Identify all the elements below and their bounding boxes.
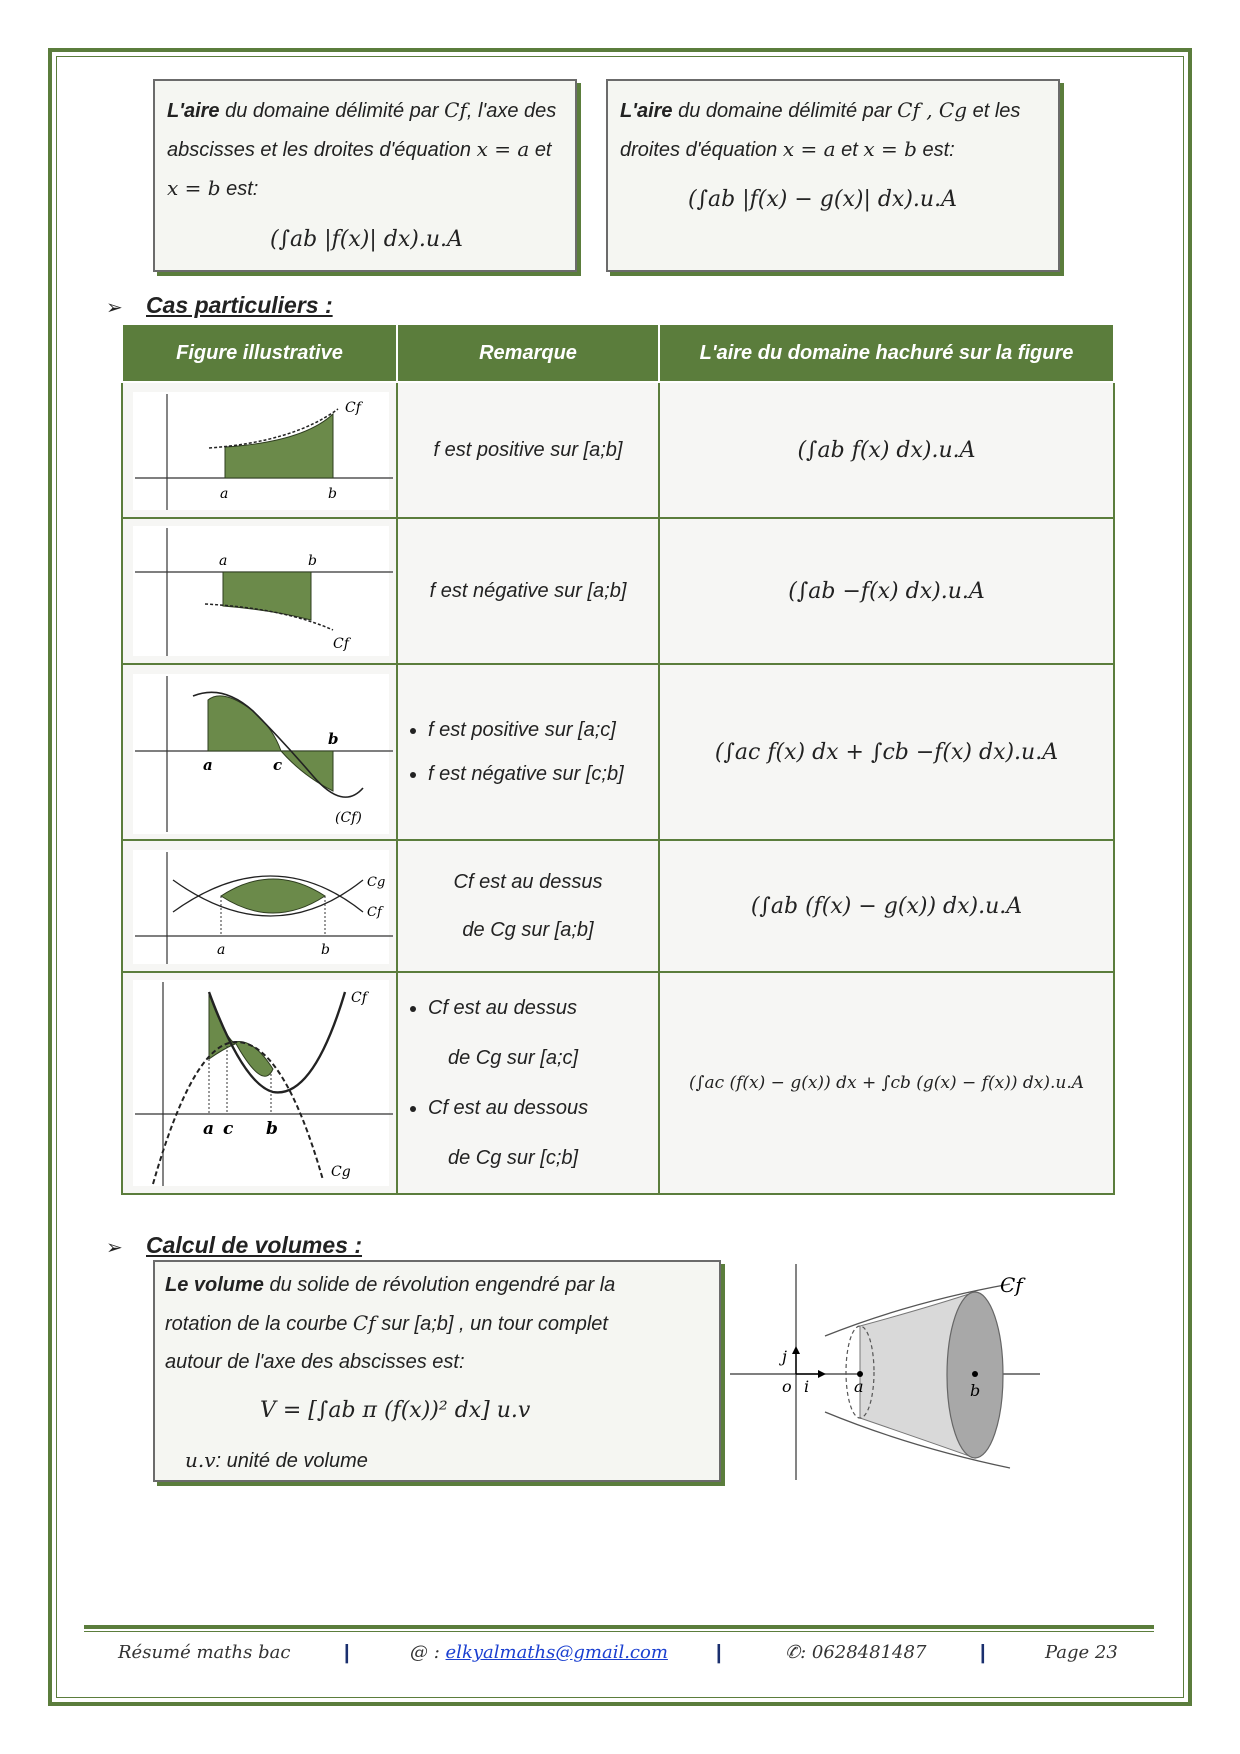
- solid-label-a: a: [854, 1377, 864, 1396]
- fig3-label-cf: (Cf): [335, 810, 362, 826]
- footer-email-prefix: @ :: [410, 1642, 440, 1663]
- footer-separator: |: [716, 1642, 722, 1664]
- table-header-area: L'aire du domaine hachuré sur la figure: [659, 324, 1114, 382]
- box-left-bold: L'aire: [167, 100, 220, 122]
- remark-5-line-2: de Cg sur [a;c]: [448, 1047, 579, 1069]
- fig4-label-cg: Cg: [367, 875, 386, 890]
- figure-positive: [122, 382, 397, 518]
- volume-formula: V = [∫ab π (f(x))² dx] u.v: [260, 1398, 531, 1423]
- fig5-label-cg: Cg: [331, 1164, 351, 1180]
- box-right-text2: et les droites d'équation: [620, 100, 1021, 161]
- footer-title: Résumé maths bac: [118, 1642, 291, 1663]
- solid-label-o: o: [782, 1377, 792, 1396]
- remark-cell-4: [397, 840, 659, 972]
- table-row: [122, 972, 1114, 1194]
- volume-uv-symbol: u.v: [185, 1448, 216, 1472]
- remark-4-line-1: Cf est au dessus: [453, 871, 603, 893]
- fig1-label-cf: Cf: [345, 400, 361, 416]
- solid-label-b: b: [970, 1381, 981, 1400]
- fig5-label-b: b: [266, 1119, 278, 1139]
- volume-line2a: rotation de la courbe: [165, 1313, 348, 1335]
- box-left-eq2: x = b: [167, 176, 221, 200]
- table-row: [122, 518, 1114, 664]
- volume-line1: du solide de révolution engendré par la: [269, 1274, 616, 1296]
- fig1-label-a: a: [220, 486, 229, 502]
- figure-negative: [122, 518, 397, 664]
- box-right-text: du domaine délimité par: [678, 100, 892, 122]
- box-right-formula: (∫ab |f(x) − g(x)| dx).u.A: [688, 187, 957, 212]
- area-cell-3: (∫ac f(x) dx + ∫cb −f(x) dx).u.A: [659, 664, 1114, 840]
- remark-5-item-1: • Cf est au dessus: [428, 983, 658, 1033]
- table-row: [122, 382, 1114, 518]
- box-left-eq1: x = a: [476, 137, 530, 161]
- footer-divider-thin: [84, 1631, 1154, 1632]
- box-left-est: est:: [226, 178, 259, 200]
- section-volumes-title: Calcul de volumes :: [146, 1232, 363, 1258]
- fig3-label-a: a: [203, 756, 213, 774]
- box-right-cfcg: Cf , Cg: [897, 98, 968, 122]
- fig1-label-b: b: [328, 486, 337, 502]
- solid-label-i: i: [804, 1377, 810, 1396]
- fig2-label-a: a: [219, 553, 228, 569]
- footer-separator: |: [344, 1642, 350, 1664]
- fig3-label-b: b: [328, 730, 339, 748]
- solid-label-cf: Cf: [1000, 1273, 1023, 1297]
- area-definition-box-right: [606, 79, 1060, 272]
- fig5-label-a: a: [203, 1119, 215, 1139]
- table-header-figure: Figure illustrative: [122, 324, 397, 382]
- section-cas-particuliers-title: Cas particuliers :: [146, 292, 333, 318]
- area-cell-2: (∫ab −f(x) dx).u.A: [659, 518, 1114, 664]
- remark-cell-3: [397, 664, 659, 840]
- volume-bold: Le volume: [165, 1274, 264, 1296]
- footer-divider: [84, 1625, 1154, 1629]
- footer-email: [410, 1642, 668, 1663]
- figure-positive-negative: [122, 664, 397, 840]
- cases-table: [121, 323, 1115, 1195]
- fig4-label-a: a: [217, 942, 226, 958]
- fig3-label-c: c: [273, 756, 283, 774]
- volume-line2b: sur [a;b] , un tour complet: [381, 1313, 608, 1335]
- table-header-remark: Remarque: [397, 324, 659, 382]
- remark-3-item-2: • f est négative sur [c;b]: [428, 752, 658, 796]
- fig2-label-b: b: [308, 553, 317, 569]
- arrow-bullet-icon: ➢: [106, 297, 123, 319]
- fig2-label-cf: Cf: [333, 636, 349, 652]
- remark-5-line-4: de Cg sur [c;b]: [448, 1147, 579, 1169]
- box-right-eq1: x = a: [782, 137, 836, 161]
- area-cell-5: (∫ac (f(x) − g(x)) dx + ∫cb (g(x) − f(x)) dx).u.A: [659, 972, 1114, 1194]
- table-row: [122, 840, 1114, 972]
- box-right-bold: L'aire: [620, 100, 673, 122]
- figure-between-curves: [122, 840, 397, 972]
- area-definition-box-left: [153, 79, 577, 272]
- box-right-et: et: [841, 139, 858, 161]
- box-left-cf: Cf: [444, 98, 467, 122]
- figure-crossing-curves: [122, 972, 397, 1194]
- footer-phone: ✆: 0628481487: [785, 1642, 927, 1663]
- fig5-label-cf: Cf: [351, 990, 367, 1006]
- remark-cell-5: [397, 972, 659, 1194]
- table-row: [122, 664, 1114, 840]
- remark-cell-1: f est positive sur [a;b]: [397, 382, 659, 518]
- solid-of-revolution-figure: [730, 1262, 1040, 1482]
- box-right-eq2: x = b: [863, 137, 917, 161]
- fig5-label-c: c: [223, 1119, 234, 1139]
- box-left-et: et: [534, 139, 552, 161]
- box-right-est: est:: [922, 139, 955, 161]
- volume-cf: Cf: [352, 1311, 376, 1335]
- footer-page-number: Page 23: [1045, 1642, 1118, 1663]
- fig4-label-b: b: [321, 942, 330, 958]
- footer-separator: |: [980, 1642, 986, 1664]
- box-left-text: du domaine délimité par: [225, 100, 439, 122]
- area-cell-4: (∫ab (f(x) − g(x)) dx).u.A: [659, 840, 1114, 972]
- box-left-text2: , l'axe des abscisses et les droites d'équation: [167, 100, 557, 161]
- arrow-bullet-icon: ➢: [106, 1237, 123, 1259]
- box-left-formula: (∫ab |f(x)| dx).u.A: [270, 227, 463, 252]
- remark-cell-2: f est négative sur [a;b]: [397, 518, 659, 664]
- volume-line3: autour de l'axe des abscisses est:: [165, 1351, 465, 1373]
- remark-3-item-1: • f est positive sur [a;c]: [428, 708, 658, 752]
- fig4-label-cf: Cf: [367, 905, 382, 920]
- remark-4-line-2: de Cg sur [a;b]: [462, 919, 594, 941]
- footer-email-link[interactable]: elkyalmaths@gmail.com: [445, 1642, 668, 1663]
- remark-5-item-3: • Cf est au dessous: [428, 1083, 658, 1133]
- volume-definition-box: [153, 1260, 721, 1482]
- area-cell-1: (∫ab f(x) dx).u.A: [659, 382, 1114, 518]
- volume-uv-text: : unité de volume: [215, 1450, 368, 1472]
- solid-label-j: j: [782, 1347, 787, 1366]
